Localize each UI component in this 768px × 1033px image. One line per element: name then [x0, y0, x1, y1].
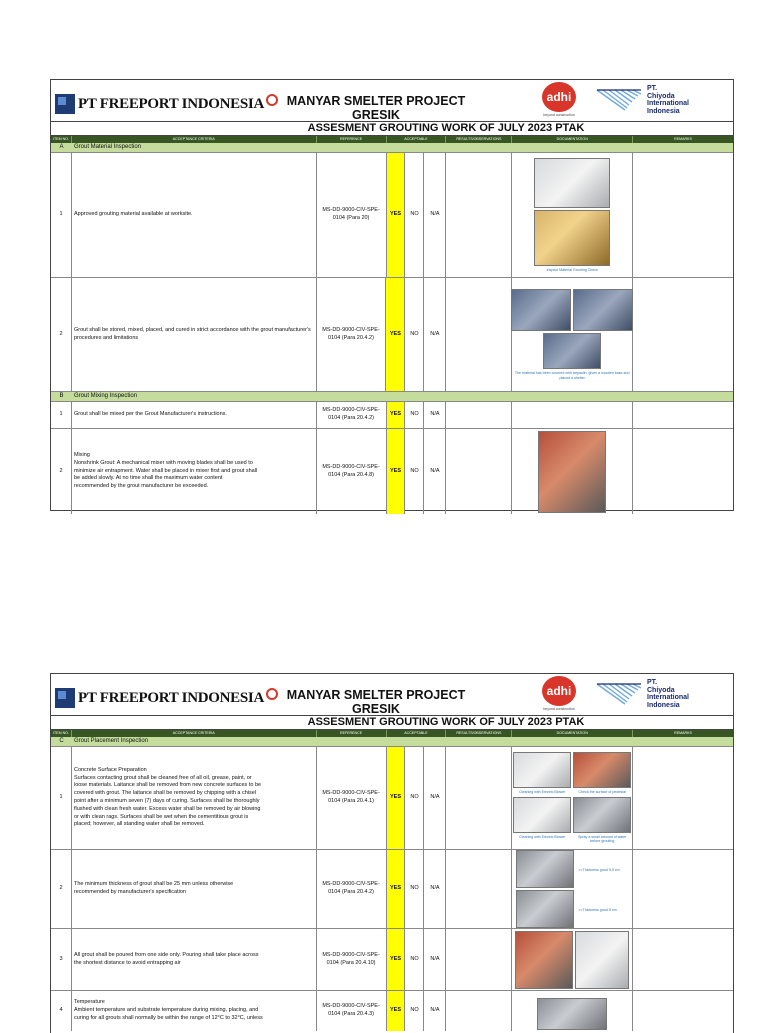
item-number: 1: [51, 747, 72, 849]
chiyoda-line2: Chiyoda: [647, 92, 675, 100]
na-cell: N/A: [424, 747, 446, 849]
documentation-cell: [512, 429, 633, 514]
documentation-cell: [512, 929, 633, 990]
project-title: [266, 94, 486, 122]
section-letter: A: [59, 144, 64, 150]
criteria-line: recommended by the grout manufacturer be exceeded.: [73, 483, 209, 490]
criteria-line: Mixing: [73, 452, 90, 458]
table-row: [51, 402, 733, 429]
table-row: [51, 850, 733, 929]
section-label: Grout Mixing Inspection: [74, 393, 138, 399]
table-row: [51, 429, 733, 514]
yes-cell: YES: [387, 991, 406, 1031]
table-row: [51, 929, 733, 991]
col-reference: REFERENCE: [317, 136, 387, 143]
adhi-logo: [534, 82, 584, 122]
surface-photo: [513, 797, 571, 833]
col-item-no: ITEM NO.: [51, 136, 72, 143]
no-cell: NO: [405, 402, 424, 428]
no-cell: NO: [405, 153, 424, 277]
col-criteria: ACCEPTANCE CRITERIA: [72, 136, 317, 143]
criteria-line: or with clean rags. Surfaces shall be wet when the cementitious grout is: [73, 813, 249, 820]
item-number: 4: [51, 991, 72, 1031]
remarks-cell: [633, 429, 733, 514]
documentation-cell: [512, 850, 633, 928]
col-documentation: DOCUMENTATION: [512, 136, 633, 143]
photo-tile: [573, 797, 631, 844]
photo-tile: [513, 797, 571, 844]
yes-cell: YES: [387, 402, 406, 428]
remarks-cell: [633, 402, 733, 428]
item-number: 2: [51, 278, 72, 391]
documentation-cell: [512, 278, 633, 391]
criteria-line: point after a minimum seven (7) days of curing. Surfaces shall be thoroughly: [73, 798, 260, 804]
yes-cell: YES: [387, 153, 406, 277]
company-name: PT FREEPORT INDONESIA: [78, 689, 264, 706]
photo-grid: [513, 752, 631, 844]
section-letter: B: [59, 393, 64, 399]
chiyoda-line1: PT.: [647, 679, 658, 686]
chiyoda-name: [647, 85, 689, 115]
no-cell: NO: [405, 429, 424, 514]
results-cell: [446, 747, 512, 849]
photo-caption: Cleaning with Electric Blower: [519, 790, 566, 795]
criteria-text: [72, 850, 317, 928]
section-letter: C: [59, 738, 64, 744]
yes-cell: YES: [387, 850, 406, 928]
remarks-cell: [633, 278, 733, 391]
item-number: 2: [51, 850, 72, 928]
documentation-cell: [512, 747, 633, 849]
results-cell: [446, 929, 512, 990]
assessment-sheet-2: [50, 673, 734, 1033]
criteria-line: loose materials. Laitance shall be removed from new concrete surfaces to be: [73, 782, 262, 789]
project-title-line1: MANYAR SMELTER PROJECT: [286, 94, 466, 108]
temperature-photo: [537, 998, 607, 1030]
na-cell: N/A: [424, 929, 446, 990]
chiyoda-line4: Indonesia: [647, 107, 680, 115]
surface-photo: [573, 752, 631, 788]
grout-bags-photo: [534, 158, 610, 208]
criteria-text: [72, 991, 317, 1031]
chiyoda-line1: PT.: [647, 85, 658, 92]
surface-photo: [513, 752, 571, 788]
chiyoda-logo: [595, 680, 735, 712]
chiyoda-name: [647, 679, 689, 709]
storage-photo: [543, 333, 601, 369]
no-cell: NO: [405, 850, 424, 928]
na-cell: N/A: [424, 429, 446, 514]
criteria-line: Temperature: [73, 999, 105, 1006]
results-cell: [446, 991, 512, 1031]
col-item-no: ITEM NO.: [51, 730, 72, 737]
table-row: [51, 278, 733, 392]
remarks-cell: [633, 850, 733, 928]
col-remarks: REMARKS: [674, 137, 692, 141]
grout-material-photo: [534, 210, 610, 266]
reference-text: MS-DD-9000-CIV-SPE-0104 (Para 20.4.8): [317, 429, 387, 514]
criteria-line: placed; however, all standing water shall be removed.: [73, 821, 205, 828]
thickness-photo-row: [516, 890, 616, 928]
na-cell: N/A: [424, 991, 446, 1031]
no-cell: NO: [405, 747, 424, 849]
item-number: 2: [51, 429, 72, 514]
project-title-line1: MANYAR SMELTER PROJECT: [286, 688, 466, 702]
sheet-title: ASSESMENT GROUTING WORK OF JULY 2023 PTAK: [51, 716, 733, 730]
photo-caption: Cleaning with Electric Blower: [519, 834, 566, 839]
photo-caption: Spray a small amount of water before grouting: [577, 834, 627, 844]
col-criteria: ACCEPTANCE CRITERIA: [72, 730, 317, 737]
chiyoda-logo: [595, 86, 735, 118]
photo-tile: [573, 752, 631, 795]
criteria-line: recommended by manufacturer's specification: [73, 889, 186, 895]
reference-text: MS-DD-9000-CIV-SPE-0104 (Para 20.4.2): [317, 402, 387, 428]
sheet-header: [51, 80, 733, 122]
col-documentation: DOCUMENTATION: [512, 730, 633, 737]
criteria-line: Surfaces contacting grout shall be cleaned free of all oil, grease, paint, or: [73, 774, 252, 781]
criteria-text: Grout shall be mixed per the Grout Manufacturer's instructions.: [72, 402, 317, 428]
section-label: Grout Material Inspection: [74, 144, 142, 150]
section-b-row: [51, 392, 733, 402]
item-number: 1: [51, 402, 72, 428]
adhi-logo: [534, 676, 584, 716]
section-label: Grout Placement Inspection: [74, 738, 149, 744]
col-acceptable: ACCEPTABLE: [387, 136, 447, 143]
remarks-cell: [633, 153, 733, 277]
assessment-sheet-1: [50, 79, 734, 511]
chiyoda-line3: International: [647, 100, 690, 107]
remarks-cell: [633, 747, 733, 849]
storage-photo: [573, 289, 633, 331]
chiyoda-emblem-icon: [595, 86, 643, 112]
freeport-emblem-icon: [55, 688, 75, 708]
criteria-line: Nonshrink Grout: A mechanical mixer with moving blades shall be used to: [73, 459, 253, 466]
photo-caption: <<Thickness grout 5 cm: [578, 907, 617, 912]
photo-caption: The material has been covered with tarpaulin, given a wooden base and placed a shelter: [514, 371, 630, 380]
photo-caption: Inspect Material Grouting Check: [546, 267, 598, 272]
sheet-title: ASSESMENT GROUTING WORK OF JULY 2023 PTAK: [51, 122, 733, 136]
chiyoda-line2: Chiyoda: [647, 686, 675, 694]
chiyoda-emblem-icon: [595, 680, 643, 706]
adhi-tagline: beyond construction: [543, 707, 575, 711]
remarks-cell: [633, 991, 733, 1031]
project-title-line2: GRESIK: [352, 702, 400, 716]
thickness-photo-row: [516, 850, 619, 888]
col-reference: REFERENCE: [317, 730, 387, 737]
table-row: [51, 747, 733, 850]
criteria-line: All grout shall be poured from one side only. Pouring shall take place across: [73, 951, 259, 958]
documentation-cell: [512, 991, 633, 1031]
results-cell: [446, 850, 512, 928]
table-row: [51, 991, 733, 1031]
criteria-line: Concrete Surface Preparation: [73, 766, 147, 773]
reference-text: MS-DD-9000-CIV-SPE-0104 (Para 20.4.10): [317, 929, 387, 990]
no-cell: NO: [405, 929, 424, 990]
thickness-photo: [516, 850, 574, 888]
criteria-text: [72, 929, 317, 990]
project-title-line2: GRESIK: [352, 108, 400, 122]
reference-text: MS-DD-9000-CIV-SPE-0104 (Para 20.4.2): [317, 850, 387, 928]
freeport-emblem-icon: [55, 94, 75, 114]
results-cell: [446, 402, 512, 428]
freeport-logo: [55, 94, 278, 114]
thickness-photo: [516, 890, 574, 928]
surface-photo: [573, 797, 631, 833]
adhi-logo-mark: adhi: [542, 82, 576, 112]
criteria-text: Approved grouting material available at worksite.: [72, 153, 317, 277]
col-results: RESULTS/OBSERVATIONS: [446, 136, 512, 143]
adhi-tagline: beyond construction: [543, 113, 575, 117]
criteria-line: curing for all grouts shall normally be within the range of 12°C to 32°C, unless: [73, 1014, 263, 1021]
reference-text: MS-DD-9000-CIV-SPE-0104 (Para 20.4.1): [317, 747, 387, 849]
reference-text: MS-DD-9000-CIV-SPE-0104 (Para 20.4.3): [317, 991, 387, 1031]
col-results: RESULTS/OBSERVATIONS: [446, 730, 512, 737]
photo-tile: [513, 752, 571, 795]
pouring-photo: [575, 931, 629, 989]
chiyoda-line4: Indonesia: [647, 701, 680, 709]
chiyoda-line3: International: [647, 694, 690, 701]
criteria-line: be added slowly. At no time shall the maximum water content: [73, 475, 223, 482]
yes-cell: YES: [387, 429, 406, 514]
na-cell: N/A: [424, 153, 446, 277]
results-cell: [446, 429, 512, 514]
item-number: 3: [51, 929, 72, 990]
criteria-text: [72, 747, 317, 849]
na-cell: N/A: [424, 850, 446, 928]
yes-cell: YES: [387, 747, 406, 849]
section-a-row: [51, 143, 733, 153]
no-cell: NO: [405, 991, 424, 1031]
results-cell: [446, 153, 512, 277]
documentation-cell: [512, 402, 633, 428]
col-acceptable: ACCEPTABLE: [387, 730, 447, 737]
na-cell: N/A: [424, 278, 446, 391]
yes-cell: YES: [387, 929, 406, 990]
storage-photo: [511, 289, 571, 331]
criteria-text: [72, 429, 317, 514]
mixing-photo: [538, 431, 606, 513]
criteria-line: The minimum thickness of grout shall be 25 mm unless otherwise: [73, 881, 234, 888]
criteria-line: flushed with clean fresh water. Excess water shall be removed by air blowing: [73, 805, 261, 812]
criteria-line: covered with grout. The laitance shall be removed by chipping with a chisel: [73, 790, 257, 797]
yes-cell: YES: [386, 278, 405, 391]
item-number: 1: [51, 153, 72, 277]
pouring-photo: [515, 931, 573, 989]
results-cell: [446, 278, 512, 391]
column-header-row: [51, 136, 733, 143]
column-header-row: [51, 730, 733, 737]
freeport-logo: [55, 688, 278, 708]
project-title: [266, 688, 486, 716]
no-cell: NO: [405, 278, 424, 391]
reference-text: MS-DD-9000-CIV-SPE-0104 (Para 20.4.2): [317, 278, 387, 391]
table-row: [51, 153, 733, 278]
remarks-cell: [633, 929, 733, 990]
criteria-text: Grout shall be stored, mixed, placed, and cured in strict accordance with the grout manufacturer's procedures and limitations: [72, 278, 317, 391]
sheet-header: [51, 674, 733, 716]
criteria-line: minimize air entrapment. Water shall be placed in mixer first and grout shall: [73, 467, 258, 474]
adhi-logo-mark: adhi: [542, 676, 576, 706]
company-name: PT FREEPORT INDONESIA: [78, 95, 264, 112]
col-remarks: REMARKS: [674, 731, 692, 735]
storage-photo-row: [511, 289, 633, 331]
reference-text: MS-DD-9000-CIV-SPE-0104 (Para 20): [317, 153, 387, 277]
photo-caption: Check the surface of pedestal: [578, 790, 626, 795]
photo-caption: <<Thickness grout 5,5 cm: [578, 867, 620, 872]
section-c-row: [51, 737, 733, 747]
criteria-line: the shortest distance to avoid entrapping air: [73, 959, 181, 966]
criteria-line: Ambient temperature and substrate temperature during mixing, placing, and: [73, 1007, 259, 1014]
na-cell: N/A: [424, 402, 446, 428]
documentation-cell: [512, 153, 633, 277]
